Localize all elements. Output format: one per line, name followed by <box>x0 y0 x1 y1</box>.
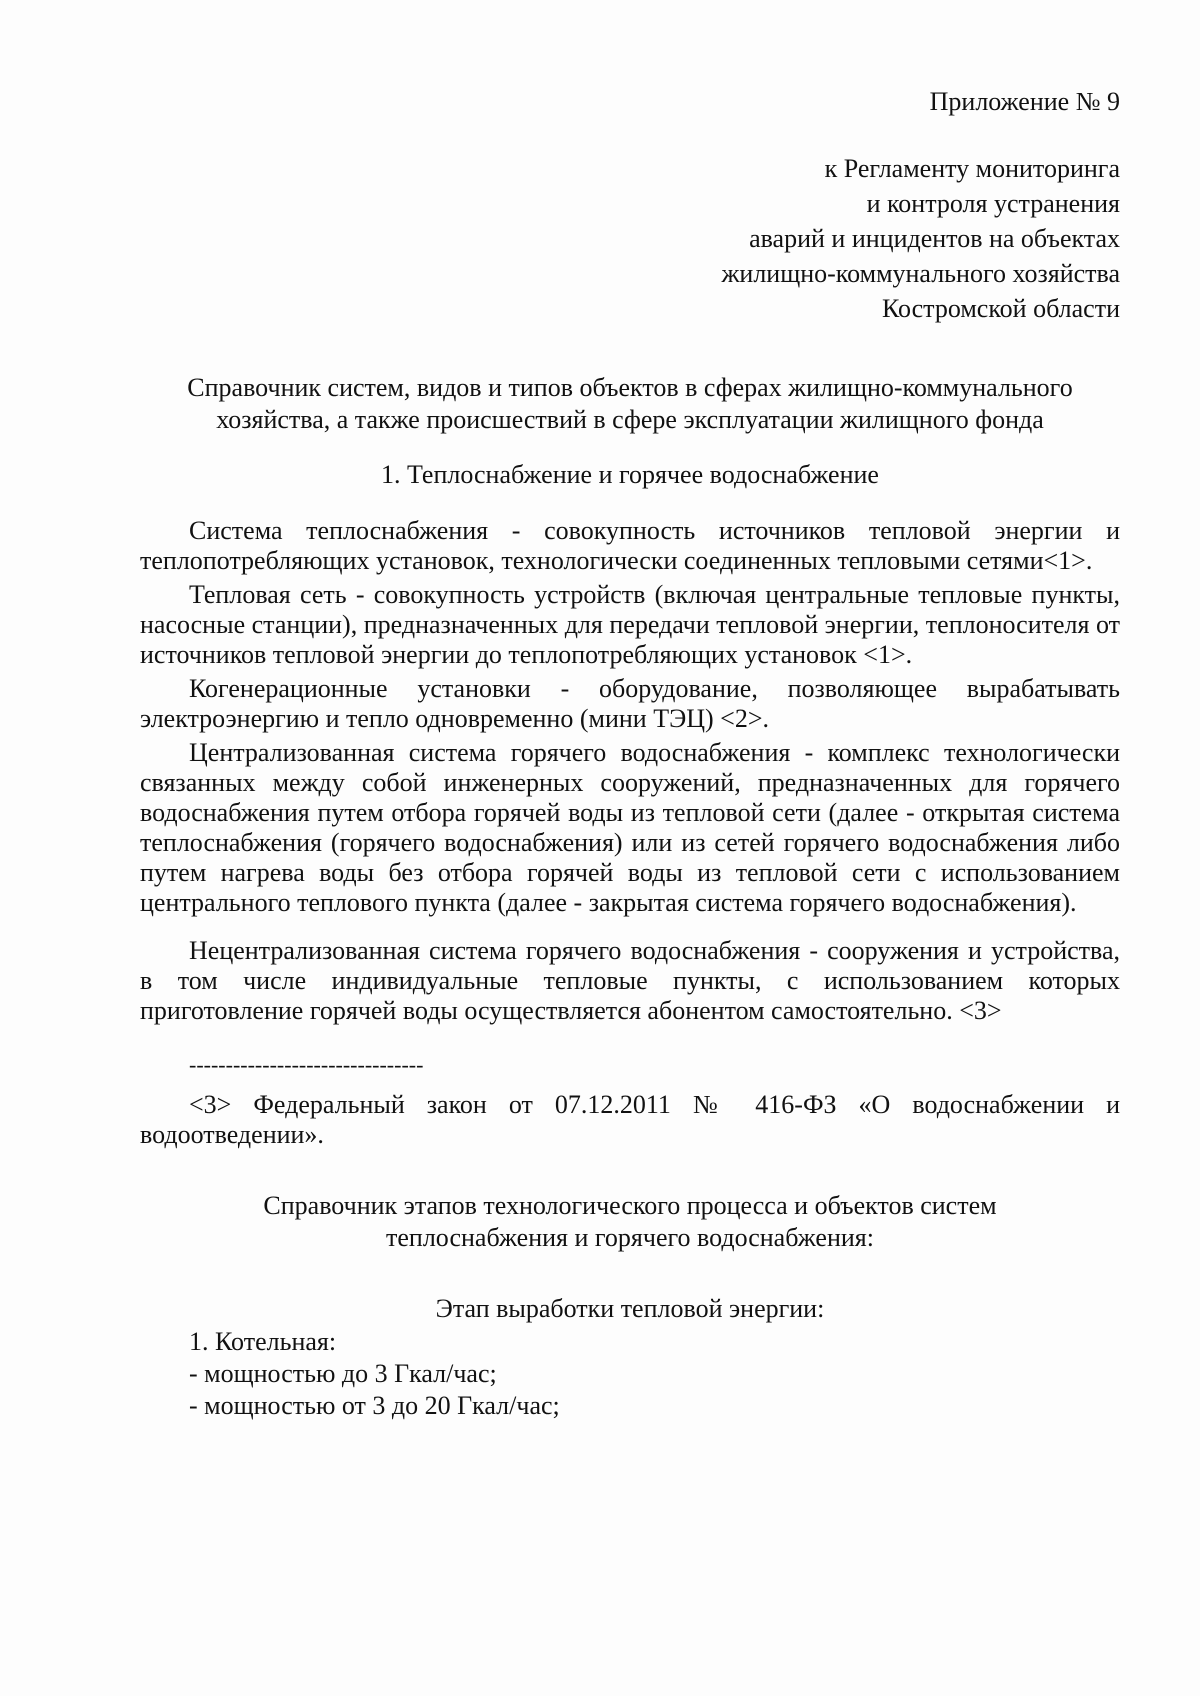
header-line: аварий и инцидентов на объектах <box>749 224 1120 253</box>
header-line: и контроля устранения <box>866 189 1120 218</box>
list-item: - мощностью до 3 Гкал/час; <box>189 1359 497 1388</box>
appendix-number: Приложение № 9 <box>929 87 1120 116</box>
subheading-line: теплоснабжения и горячего водоснабжения: <box>386 1223 874 1252</box>
title-line: Справочник систем, видов и типов объектов в сферах жилищно-коммунального <box>187 373 1073 402</box>
paragraph: Система теплоснабжения - совокупность источников тепловой энергии и теплопотребляющих установок, технологически соединенных тепловыми сетями<1>. <box>140 516 1120 575</box>
paragraph: Тепловая сеть - совокупность устройств (включая центральные тепловые пункты, насосные станции), предназначенных для передачи тепловой энергии, теплоносителя от источников тепловой энергии до теплопотребляющих установок <1>. <box>140 580 1120 669</box>
header-line: Костромской области <box>881 294 1120 323</box>
title-line: хозяйства, а также происшествий в сфере эксплуатации жилищного фонда <box>216 405 1044 434</box>
section-heading: 1. Теплоснабжение и горячее водоснабжение <box>381 460 879 489</box>
stages-reference-heading <box>140 1190 1120 1254</box>
footnote: <3> Федеральный закон от 07.12.2011 № 416-ФЗ «О водоснабжении и водоотведении». <box>140 1090 1120 1149</box>
header-line: жилищно-коммунального хозяйства <box>721 259 1120 288</box>
document-body <box>140 372 1120 1422</box>
paragraph: Когенерационные установки - оборудование, позволяющее вырабатывать электроэнергию и тепло одновременно (мини ТЭЦ) <2>. <box>140 674 1120 733</box>
document-title <box>140 372 1120 436</box>
paragraph: Централизованная система горячего водоснабжения - комплекс технологически связанных между собой инженерных сооружений, предназначенных для горячего водоснабжения путем отбора горячей воды из тепловой сети (далее - открытая система теплоснабжения (горячего водоснабжения) или из сетей горячего водоснабжения либо путем нагрева воды без отбора горячей воды из тепловой сети с использованием центрального теплового пункта (далее - закрытая система горячего водоснабжения). <box>140 738 1120 917</box>
subheading-line: Справочник этапов технологического процесса и объектов систем <box>263 1191 997 1220</box>
appendix-header <box>560 84 1120 326</box>
list-item: - мощностью от 3 до 20 Гкал/час; <box>189 1391 560 1420</box>
paragraph: Нецентрализованная система горячего водоснабжения - сооружения и устройства, в том числе индивидуальные тепловые пункты, с использованием которых приготовление горячей воды осуществляется абонентом самостоятельно. <3> <box>140 936 1120 1025</box>
header-line: к Регламенту мониторинга <box>824 154 1120 183</box>
list-item: 1. Котельная: <box>189 1327 337 1356</box>
footnote-separator: -------------------------------- <box>189 1052 424 1077</box>
stage-heading: Этап выработки тепловой энергии: <box>435 1294 825 1323</box>
